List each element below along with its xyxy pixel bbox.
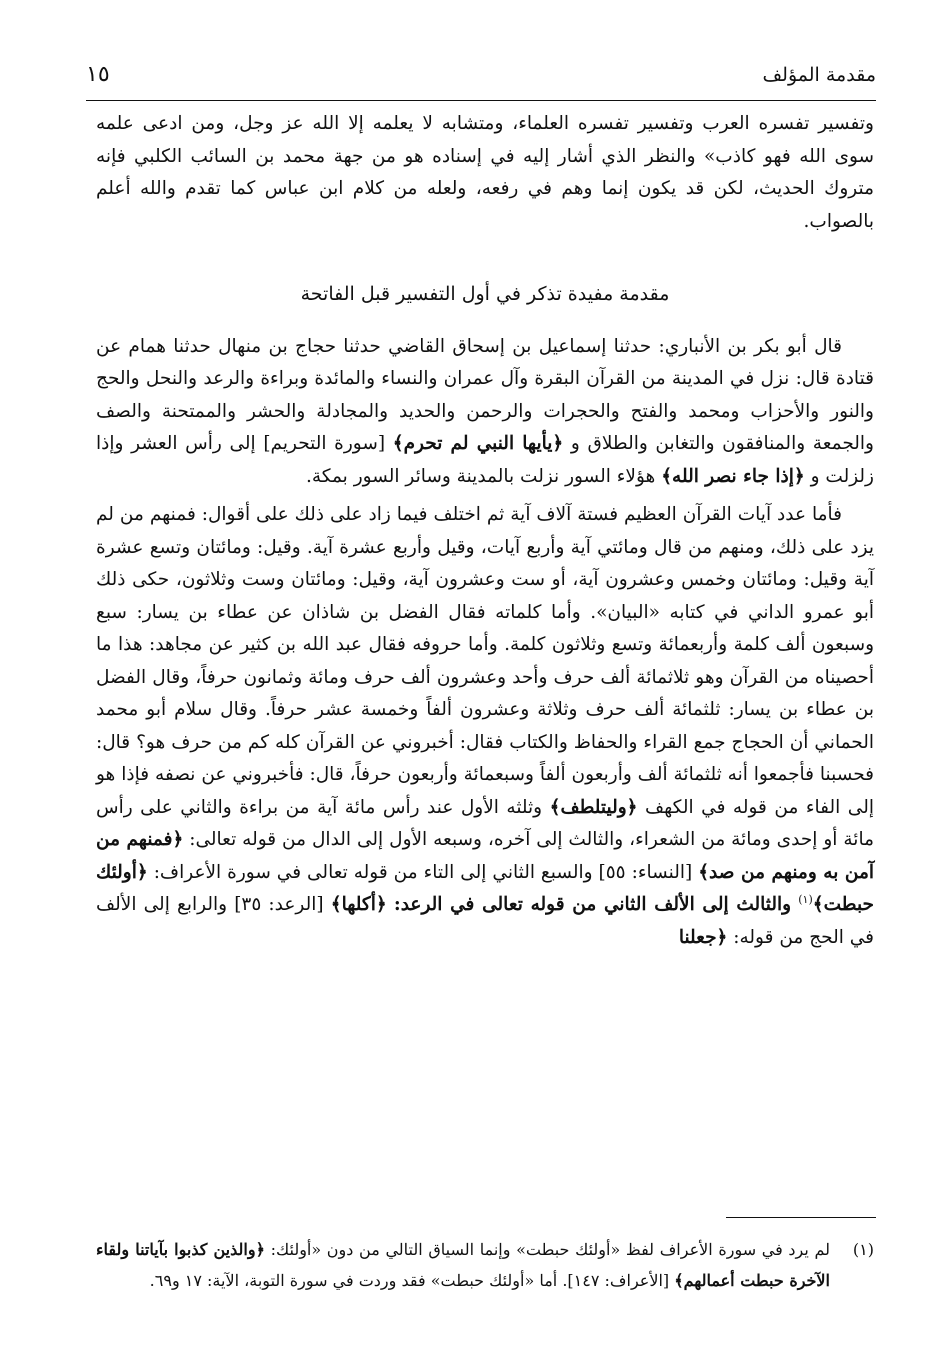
paragraph-continuation: وتفسير تفسره العرب وتفسير تفسره العلماء، ومتشابه لا يعلمه إلا الله عز وجل، ومن ادعى علمه سوى الله فهو كاذب» والنظر الذي أشار إليه في إسناده هو من جهة محمد بن السائب الكلبي فإنه متروك الحديث، لكن قد يكون إنما وهم في رفعه، ولعله من كلام ابن عباس كما تقدم والله أعلم بالصواب. [96,113,874,232]
quran-quote: ﴿إذا جاء نصر الله﴾ [661,465,805,487]
quran-quote: ﴿يأيها النبي لم تحرم﴾ [392,433,564,454]
running-head [86,62,876,98]
footnote [96,1234,874,1296]
text-span: فأما عدد آيات القرآن العظيم فستة آلاف آية ثم اختلف فيما زاد على ذلك على أقوال: فمنهم من لم يزد على ذلك، ومنهم من قال ومائتي آية وأربع آيات، وقيل وأربع عشرة آية. وقيل: ومائتان وتسع عشرة آية وقيل: ومائتان وخمس وعشرون آية، أو ست وعشرون آية، وقيل: ومائتان وست وثلاثون، حكى ذلك أبو عمرو الداني في كتابه «البيان». وأما كلماته فقال الفضل بن شاذان عن عطاء بن يسار: سبع وسبعون ألف كلمة وأربعمائة وتسع وثلاثون كلمة. وأما حروفه فقال عبد الله بن كثير عن مجاهد: هذا ما أحصيناه من القرآن وهو ثلاثمائة ألف حرف وأحد وعشرون ألف حرف ومائة وثمانون حرفاً، وقال الفضل بن عطاء بن يسار: ثلثمائة ألف حرف وثلاثة وعشرون ألفاً وخمسة عشر حرفاً. وقال سلام أبو محمد الحماني أن الحجاج جمع القراء والحفاظ والكتاب فقال: أخبروني عن القرآن كله كم من حرف هو؟ قال: فحسبنا فأجمعوا أنه ثلثمائة ألف وأربعون ألفاً وسبعمائة وأربعون حرفاً، قال: فأخبروني عن نصفه فإذا هو إلى الفاء من قوله في الكهف [96,504,875,818]
quran-quote: ﴿فمنهم من آمن به ومنهم من صد﴾ [96,829,874,883]
text-span: هؤلاء السور نزلت بالمدينة وسائر السور بمكة. [305,465,656,487]
text-span: [الرعد: ٣٥] والرابع إلى الألف في الحج من قوله: [96,894,874,948]
main-text [96,108,874,954]
running-title: مقدمة المؤلف [762,64,876,86]
quran-quote: ﴿أولئك حبطت﴾ [96,861,874,915]
text-span: وثلثه الأول عند رأس مائة آية من براءة والثاني على رأس مائة أو إحدى ومائة من الشعراء، والثالث إلى آخره، وسبعه الأول إلى الدال من قوله تعالى: [96,796,874,850]
text-span: [الأعراف: ١٤٧]. أما «أولئك حبطت» فقد وردت في سورة التوبة، الآية: ١٧ و٦٩. [149,1271,670,1290]
quran-quote: ﴿جعلنا [678,926,728,948]
section-heading: مقدمة مفيدة تذكر في أول التفسير قبل الفاتحة [300,283,670,305]
quran-quote: ﴿والذين كذبوا بآياتنا ولقاء الآخرة حبطت أعمالهم﴾ [96,1240,830,1290]
paragraph-medinan-surahs [96,331,874,494]
paragraph-verse-counts [96,499,874,954]
quran-quote: ﴿وليتلطف﴾ [549,796,638,818]
header-rule [86,100,876,101]
text-span: [النساء: ٥٥] والسبع الثاني إلى التاء من قوله تعالى في سورة الأعراف: [153,861,693,883]
text-span-bold: والثالث إلى الألف الثاني من قوله تعالى في الرعد: [393,894,792,915]
quran-quote: ﴿أكلها﴾ [330,894,387,915]
footnote-reference: (١) [798,892,813,906]
text-span: لم يرد في سورة الأعراف لفظ «أولئك حبطت» وإنما السياق التالي من دون «أولئك: [270,1240,830,1259]
footnote-text [96,1234,830,1296]
page-number: ١٥ [86,62,110,87]
text-span: [سورة التحريم] إلى رأس العشر وإذا زلزلت و [96,433,874,487]
text-span: قال أبو بكر بن الأنباري: حدثنا إسماعيل بن إسحاق القاضي حدثنا حجاج بن منهال حدثنا همام عن قتادة قال: نزل في المدينة من القرآن البقرة وآل عمران والنساء والمائدة وبراءة والرعد والنحل والحج والنور والأحزاب ومحمد والفتح والحجرات والرحمن والحديد والمجادلة والحشر والممتحنة والصف والجمعة والمنافقون والتغابن والطلاق و [96,335,874,454]
footnote-number: (١) [852,1240,874,1259]
footnote-rule [726,1217,876,1218]
